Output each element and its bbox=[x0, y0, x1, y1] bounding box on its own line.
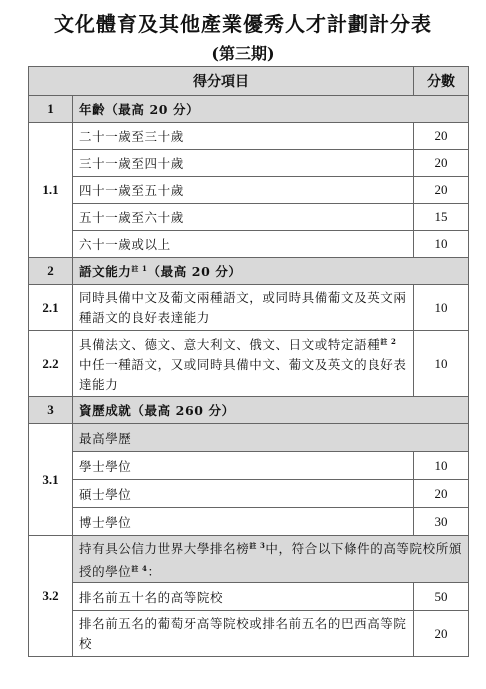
row-score: 20 bbox=[414, 480, 469, 508]
section-number: 2 bbox=[29, 258, 73, 285]
row-text: 博士學位 bbox=[73, 508, 414, 536]
section-title: 年齡（最高 20 分） bbox=[73, 96, 469, 123]
section-row bbox=[29, 397, 469, 424]
group-number: 3.1 bbox=[29, 424, 73, 536]
table-row bbox=[29, 480, 469, 508]
heading-text-part: 中，符合以下條件的高等院校所頒授的學位 bbox=[79, 541, 462, 580]
row-text: 學士學位 bbox=[73, 452, 414, 480]
row-text: 五十一歲至六十歲 bbox=[73, 204, 414, 231]
header-score: 分數 bbox=[414, 67, 469, 96]
row-text-part: 具備法文、德文、意大利文、俄文、日文或特定語種 bbox=[79, 337, 381, 353]
group-heading bbox=[73, 536, 469, 583]
row-score: 10 bbox=[414, 452, 469, 480]
section-row bbox=[29, 96, 469, 123]
row-text-part: 中任一種語文，又或同時具備中文、葡文及英文的良好表達能力 bbox=[79, 357, 407, 393]
row-score: 10 bbox=[414, 285, 469, 331]
row-score: 30 bbox=[414, 508, 469, 536]
row-text: 三十一歲至四十歲 bbox=[73, 150, 414, 177]
group-number: 2.2 bbox=[29, 331, 73, 397]
scoring-table bbox=[28, 66, 469, 657]
group-heading: 最高學歷 bbox=[73, 424, 469, 452]
section-title-suffix: （最高 20 分） bbox=[147, 264, 242, 279]
document-title: 文化體育及其他產業優秀人才計劃計分表 bbox=[54, 12, 432, 36]
table-row bbox=[29, 452, 469, 480]
row-text bbox=[73, 331, 414, 397]
row-text: 同時具備中文及葡文兩種語文，或同時具備葡文及英文兩種語文的良好表達能力 bbox=[73, 285, 414, 331]
row-text: 二十一歲至三十歲 bbox=[73, 123, 414, 150]
row-score: 20 bbox=[414, 123, 469, 150]
table-row bbox=[29, 177, 469, 204]
table-row bbox=[29, 508, 469, 536]
table-row bbox=[29, 583, 469, 611]
subheading-row bbox=[29, 424, 469, 452]
table-header-row bbox=[29, 67, 469, 96]
section-number: 3 bbox=[29, 397, 73, 424]
footnote-marker: 註 2 bbox=[380, 336, 397, 346]
row-score: 20 bbox=[414, 150, 469, 177]
row-score: 20 bbox=[414, 611, 469, 657]
subheading-row bbox=[29, 536, 469, 583]
section-title bbox=[73, 258, 469, 285]
group-number: 2.1 bbox=[29, 285, 73, 331]
group-number: 3.2 bbox=[29, 536, 73, 657]
row-text: 六十一歲或以上 bbox=[73, 231, 414, 258]
footnote-marker: 註 3 bbox=[249, 541, 266, 550]
row-score: 20 bbox=[414, 177, 469, 204]
row-score: 15 bbox=[414, 204, 469, 231]
table-row bbox=[29, 231, 469, 258]
section-title-text: 語文能力 bbox=[79, 264, 132, 279]
table-row bbox=[29, 611, 469, 657]
row-text: 排名前五十名的高等院校 bbox=[73, 583, 414, 611]
footnote-marker: 註 4 bbox=[131, 564, 148, 574]
row-text: 排名前五名的葡萄牙高等院校或排名前五名的巴西高等院校 bbox=[73, 611, 414, 657]
table-row bbox=[29, 285, 469, 331]
document-subtitle: (第三期) bbox=[211, 44, 275, 63]
heading-text-part: 持有具公信力世界大學排名榜 bbox=[79, 541, 250, 557]
header-item: 得分項目 bbox=[29, 67, 414, 96]
row-text: 四十一歲至五十歲 bbox=[73, 177, 414, 204]
table-row bbox=[29, 331, 469, 397]
table-row bbox=[29, 123, 469, 150]
section-title: 資歷成就（最高 260 分） bbox=[73, 397, 469, 424]
group-number: 1.1 bbox=[29, 123, 73, 258]
table-row bbox=[29, 204, 469, 231]
row-score: 10 bbox=[414, 231, 469, 258]
section-number: 1 bbox=[29, 96, 73, 123]
row-score: 50 bbox=[414, 583, 469, 611]
row-text: 碩士學位 bbox=[73, 480, 414, 508]
table-row bbox=[29, 150, 469, 177]
row-score: 10 bbox=[414, 331, 469, 397]
footnote-marker: 註 1 bbox=[131, 263, 148, 273]
heading-text-part: ： bbox=[147, 564, 161, 580]
section-row bbox=[29, 258, 469, 285]
